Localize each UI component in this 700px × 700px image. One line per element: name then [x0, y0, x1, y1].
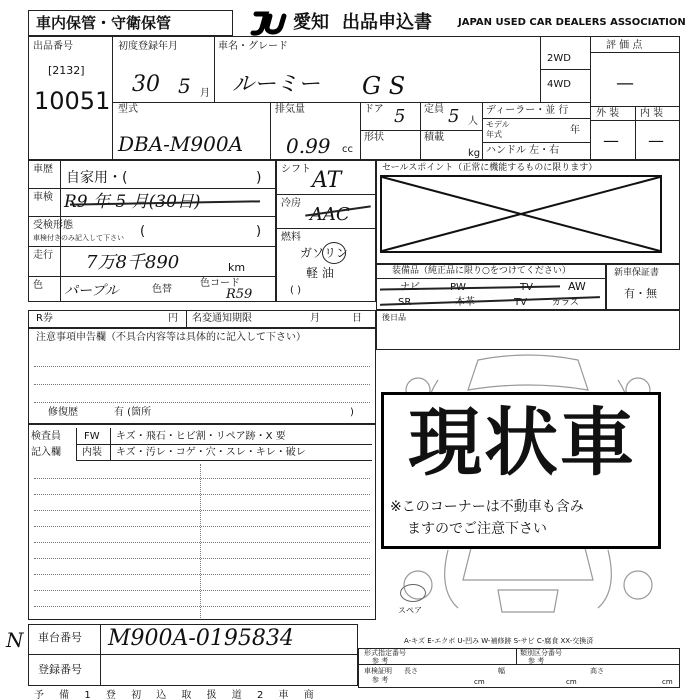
org-name: 愛知	[293, 12, 329, 33]
fuel-paren: ( )	[290, 285, 301, 296]
fuel-diesel: 軽 油	[306, 266, 334, 280]
person-unit: 人	[468, 116, 478, 127]
lot-bracket: [2132]	[48, 64, 85, 77]
receipt-paren: )	[256, 224, 262, 239]
inspector-fw-items: キズ・飛石・ヒビ割・リペア跡・X 要	[116, 431, 286, 442]
drive-4wd: 4WD	[547, 79, 571, 90]
spare-label: スペア	[398, 606, 422, 615]
inspection-value: R9 年 5 月(30日)	[64, 192, 201, 212]
inspector-interior-items: キズ・汚レ・コゲ・穴・スレ・キレ・破レ	[116, 447, 306, 458]
interior-label: 内 装	[640, 108, 664, 119]
chassis-value: M900A-0195834	[108, 626, 294, 651]
exterior-value: —	[603, 131, 619, 150]
rear-items-label: 後日品	[382, 313, 406, 322]
chassis-label: 車台番号	[38, 631, 82, 644]
km-unit: km	[228, 261, 246, 274]
inspector-interior-label: 内装	[82, 447, 102, 458]
as-is-stamp-note-1: ※このコーナーは不動車も含み	[390, 499, 584, 515]
displacement-label: 排気量	[275, 104, 305, 115]
car-grade: G S	[362, 72, 406, 100]
as-is-stamp-note-2: ますのでご注意下さい	[407, 521, 547, 537]
history-value: 自家用・(	[66, 170, 128, 186]
height-label: 高さ	[590, 667, 604, 675]
displacement-value: 0.99	[286, 134, 331, 158]
inspector-fw-label: FW	[84, 431, 100, 442]
drive-2wd: 2WD	[547, 53, 571, 64]
chassis-mark: N	[6, 628, 24, 652]
form-spec-label: 形式指定番号	[364, 649, 406, 657]
reg-date-label: 初度登録年月	[118, 41, 178, 52]
recycle-label: R券	[36, 313, 53, 324]
lot-number-label: 出品番号	[33, 41, 73, 52]
mileage-value: 7万8千890	[86, 252, 180, 273]
class-label: 類別区分番号	[520, 649, 562, 657]
equip-sr: SR	[398, 297, 412, 308]
year-unit: 年	[570, 125, 580, 136]
interior-value: —	[648, 131, 664, 150]
capacity-label: 定員	[424, 104, 444, 115]
equip-navi: ナビ	[400, 282, 420, 293]
association-name: JAPAN USED CAR DEALERS ASSOCIATION	[458, 17, 686, 28]
form-spec-ref: 参 考	[372, 657, 389, 665]
color-value: パープル	[64, 283, 119, 299]
mileage-label: 走行	[33, 250, 53, 261]
damage-legend: A-キズ E-エクボ U-凹み W-補修跡 S-サビ C-腐食 XX-交換済	[404, 637, 594, 645]
equip-leather: 本革	[455, 297, 475, 308]
inspector-label-2: 記入欄	[31, 447, 61, 458]
cert-label: 車検証明	[364, 667, 392, 675]
name-change-month: 月	[310, 313, 320, 324]
receipt-note: 車検付きのみ記入して下さい	[33, 234, 124, 242]
load-label: 積載	[424, 132, 444, 143]
lot-number: 10051	[34, 87, 111, 115]
equip-tv-1: TV	[520, 282, 533, 293]
car-name: ルーミー	[232, 72, 321, 97]
model-year-label-2: 年式	[486, 130, 502, 139]
model-year-label-1: モデル	[486, 120, 510, 129]
color-change-label: 色替	[152, 284, 172, 295]
kg-unit: kg	[468, 148, 481, 159]
sales-point-cross-icon	[380, 175, 664, 259]
class-ref: 参 考	[528, 657, 545, 665]
eval-label: 評 価 点	[606, 40, 643, 51]
capacity-value: 5	[448, 106, 460, 127]
shift-label: シフト	[281, 164, 311, 175]
repair-close: )	[350, 407, 354, 418]
equip-tv-2: TV	[514, 297, 527, 308]
reg-month-unit: 月	[200, 88, 210, 99]
dealer-label: ディーラー・並 行	[486, 105, 569, 116]
reg-month: 5	[178, 74, 191, 98]
handle-label: ハンドル 左・右	[486, 145, 560, 156]
fuel-circle	[322, 242, 346, 264]
repair-label: 修復歴	[48, 407, 78, 418]
reg-year: 30	[132, 72, 160, 97]
eval-value: —	[616, 73, 634, 94]
spare-tire-icon	[400, 584, 426, 602]
model-label: 型式	[118, 104, 138, 115]
equip-pw: PW	[450, 282, 466, 293]
equip-aw: AW	[568, 280, 586, 293]
length-label: 長さ	[404, 667, 418, 675]
warranty-value: 有・無	[624, 287, 657, 300]
name-change-label: 名変通知期限	[192, 313, 252, 324]
car-name-label: 車名・グレード	[218, 41, 288, 52]
repair-value: 有 (箇所	[114, 407, 152, 418]
name-change-day: 日	[352, 313, 362, 324]
height-unit: cm	[662, 678, 673, 686]
storage-label: 車内保管・守衛保管	[36, 14, 172, 32]
shape-label: 形状	[364, 132, 384, 143]
history-label: 車歴	[33, 164, 53, 175]
receipt-label: 受検形態	[33, 220, 73, 231]
shift-value: AT	[312, 168, 342, 193]
footer-row: 予 備 1 登 初 込 取 扱 道 2 車 商	[34, 690, 320, 700]
door-count: 5	[394, 106, 406, 127]
inspector-label-1: 検査員	[31, 431, 61, 442]
length-unit: cm	[474, 678, 485, 686]
aircon-label: 冷房	[281, 198, 301, 209]
fuel-gas: ガソリン	[300, 246, 349, 260]
inspection-label: 車検	[33, 192, 53, 203]
warranty-label: 新車保証書	[614, 268, 660, 278]
exterior-label: 外 装	[596, 108, 620, 119]
as-is-stamp-title: 現状車	[408, 400, 636, 486]
recycle-yen: 円	[168, 313, 178, 324]
model-code: DBA-M900A	[118, 132, 244, 156]
form-title: 出品申込書	[342, 12, 432, 33]
width-unit: cm	[566, 678, 577, 686]
cert-ref: 参 考	[372, 676, 389, 684]
equipment-label: 装備品（純正品に限り○をつけてください）	[392, 266, 571, 276]
receipt-value: (	[140, 224, 146, 239]
color-code-label: 色コード	[200, 278, 240, 289]
width-label: 幅	[498, 667, 505, 675]
sales-point-label: セールスポイント（正常に機能するものに限ります）	[382, 163, 598, 173]
notes-label: 注意事項申告欄（不具合内容等は具体的に記入して下さい）	[36, 332, 306, 343]
cc-unit: cc	[342, 144, 353, 155]
history-paren: )	[256, 170, 262, 186]
door-label: ドア	[364, 104, 384, 115]
color-code: R59	[226, 287, 253, 302]
registration-label: 登録番号	[38, 663, 82, 676]
color-label: 色	[33, 280, 43, 291]
fuel-label: 燃料	[281, 232, 301, 243]
equip-glass: ガラス	[552, 298, 579, 308]
aircon-value: AAC	[310, 204, 350, 225]
rear-items-frame	[376, 310, 680, 350]
